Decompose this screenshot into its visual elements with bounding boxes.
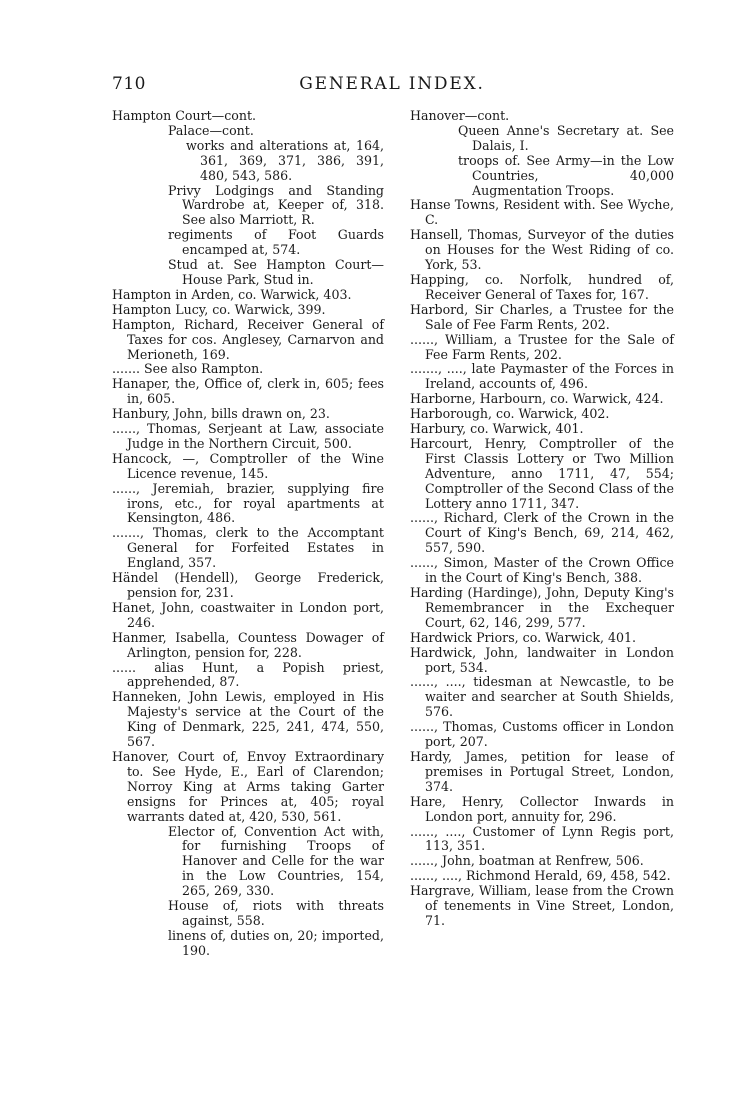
index-entry: Stud at. See Hampton Court—House Park, Stud in.	[168, 257, 384, 287]
index-entry: Händel (Hendell), George Frederick, pension for, 231.	[112, 570, 384, 600]
index-entry: linens of, duties on, 20; imported, 190.	[168, 927, 384, 958]
index-entry: Hanneken, John Lewis, employed in His Majesty's service at the Court of the King of Denmark, 225, 241, 474, 550, 567.	[112, 689, 384, 750]
page-number: 710	[112, 74, 146, 94]
index-entry: Hansell, Thomas, Surveyor of the duties on Houses for the West Riding of co. York, 53.	[410, 227, 674, 273]
index-column-left	[112, 109, 384, 959]
index-entry: Hardwick, John, landwaiter in London port, 534.	[410, 644, 674, 675]
index-entry: ......, Thomas, Customs officer in London port, 207.	[410, 719, 674, 750]
index-entry: Hardy, James, petition for lease of premises in Portugal Street, London, 374.	[410, 748, 674, 794]
index-entry: Hampton Court—cont.	[112, 108, 257, 123]
index-entry: Hampton Lucy, co. Warwick, 399.	[112, 301, 326, 317]
index-entry: Harcourt, Henry, Comptroller of the First Classis Lottery or Two Million Adventure, anno 1711, 47, 554; Comptroller of the Second Class of the Lottery anno 1711, 347.	[410, 435, 674, 511]
index-entry: ......, ...., Customer of Lynn Regis port, 113, 351.	[410, 823, 674, 854]
page-header	[112, 74, 672, 98]
index-column-right	[410, 109, 674, 929]
index-entry: Hanaper, the, Office of, clerk in, 605; fees in, 605.	[112, 376, 384, 407]
index-entry: ......, Jeremiah, brazier, supplying fire irons, etc., for royal apartments at Kensington, 486.	[112, 480, 384, 526]
index-entry: ......, Thomas, Serjeant at Law, associate Judge in the Northern Circuit, 500.	[112, 421, 384, 451]
index-entry: ....... See also Rampton.	[112, 361, 264, 377]
index-entry: Hanover, Court of, Envoy Extraordinary to. See Hyde, E., Earl of Clarendon; Norroy King at Arms taking Garter ensigns for Princes at, 405; royal warrants dated at, 420, 530, 561.	[112, 748, 384, 824]
index-entry: ......, ...., Richmond Herald, 69, 458, 542.	[410, 868, 671, 884]
index-entry: Privy Lodgings and Standing Wardrobe at, Keeper of, 318. See also Marriott, R.	[168, 182, 384, 228]
index-entry: Elector of, Convention Act with, for furnishing Troops of Hanover and Celle for the war in the Low Countries, 154, 265, 269, 330.	[168, 823, 384, 899]
index-entry: Hampton in Arden, co. Warwick, 403.	[112, 286, 352, 302]
index-entry: Palace—cont.	[168, 122, 254, 138]
index-entry: ......, Richard, Clerk of the Crown in the Court of King's Bench, 69, 214, 462, 557, 590.	[410, 510, 674, 556]
index-entry: Hardwick Priors, co. Warwick, 401.	[410, 629, 636, 645]
index-entry: Hanbury, John, bills drawn on, 23.	[112, 406, 330, 422]
index-entry: Hancock, —, Comptroller of the Wine Licence revenue, 145.	[112, 450, 384, 481]
index-entry: works and alterations at, 164, 361, 369, 371, 386, 391, 480, 543, 586.	[186, 137, 384, 183]
index-entry: ......, Simon, Master of the Crown Office in the Court of King's Bench, 388.	[410, 555, 674, 586]
index-entry: Queen Anne's Secretary at. See Dalais, I.	[458, 122, 674, 153]
index-entry: Harborough, co. Warwick, 402.	[410, 406, 610, 422]
index-entry: Hampton, Richard, Receiver General of Taxes for cos. Anglesey, Carnarvon and Merioneth, 169.	[112, 316, 384, 362]
index-entry: ......, John, boatman at Renfrew, 506.	[410, 853, 644, 869]
index-entry: troops of. See Army—in the Low Countries, 40,000 Augmentation Troops.	[458, 152, 674, 198]
index-entry: Hanover—cont.	[410, 108, 510, 123]
index-entry: Hargrave, William, lease from the Crown of tenements in Vine Street, London, 71.	[410, 883, 674, 928]
running-title: GENERAL INDEX.	[299, 74, 485, 94]
index-entry: Hanse Towns, Resident with. See Wyche, C.	[410, 197, 674, 228]
index-entry: Hare, Henry, Collector Inwards in London port, annuity for, 296.	[410, 793, 674, 824]
index-entry: ......., ...., late Paymaster of the Forces in Ireland, accounts of, 496.	[410, 361, 674, 392]
index-entry: Happing, co. Norfolk, hundred of, Receiver General of Taxes for, 167.	[410, 271, 674, 302]
index-entry: Harding (Hardinge), John, Deputy King's Remembrancer in the Exchequer Court, 62, 146, 299, 577.	[410, 585, 674, 630]
index-entry: House of, riots with threats against, 558.	[168, 898, 384, 928]
index-entry: ......, William, a Trustee for the Sale of Fee Farm Rents, 202.	[410, 331, 674, 362]
index-entry: Hanet, John, coastwaiter in London port, 246.	[112, 599, 384, 630]
index-entry: Hanmer, Isabella, Countess Dowager of Arlington, pension for, 228.	[112, 629, 384, 660]
index-entry: regiments of Foot Guards encamped at, 574.	[168, 227, 384, 258]
index-entry: ...... alias Hunt, a Popish priest, apprehended, 87.	[112, 659, 384, 690]
index-entry: Harbord, Sir Charles, a Trustee for the Sale of Fee Farm Rents, 202.	[410, 301, 674, 332]
index-entry: ......., Thomas, clerk to the Accomptant General for Forfeited Estates in England, 357.	[112, 525, 384, 571]
index-entry: Harbury, co. Warwick, 401.	[410, 421, 584, 437]
index-entry: ......, ...., tidesman at Newcastle, to be waiter and searcher at South Shields, 576.	[410, 674, 674, 720]
index-entry: Harborne, Harbourn, co. Warwick, 424.	[410, 391, 664, 407]
